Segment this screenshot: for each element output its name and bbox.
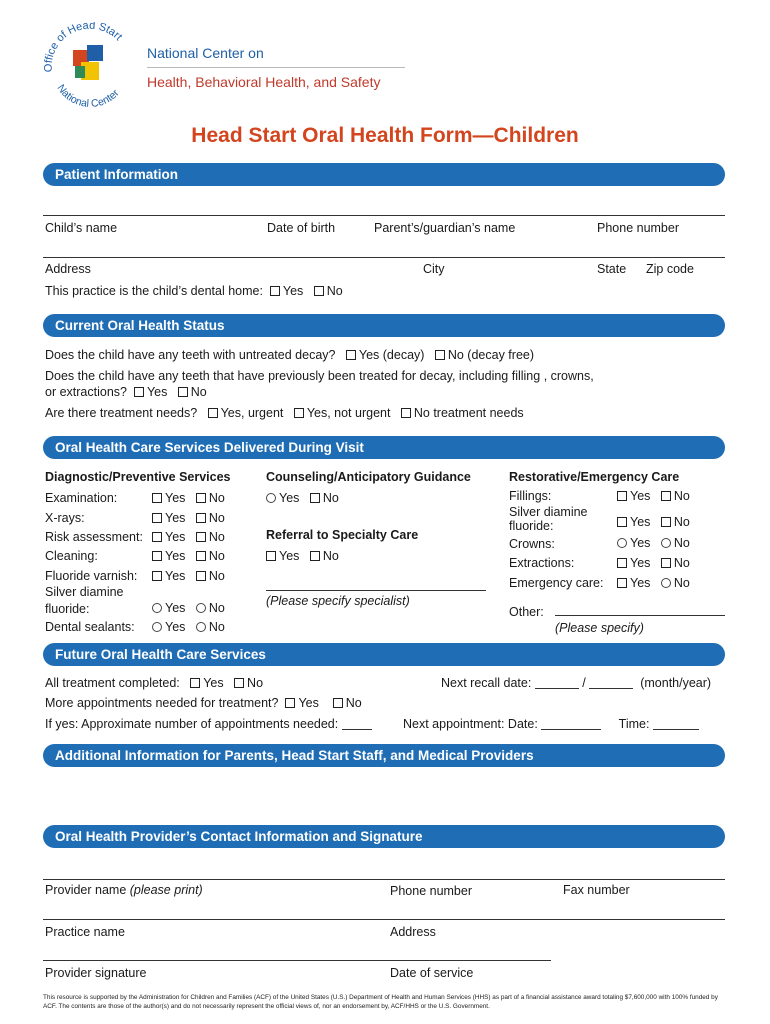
referral-yes-checkbox[interactable] (266, 551, 276, 561)
urgent-checkbox[interactable] (208, 408, 218, 418)
treatment-completed-label: All treatment completed: (45, 676, 180, 690)
emergency-label: Emergency care: (509, 576, 604, 590)
other-line[interactable] (555, 615, 725, 616)
xrays-yes-checkbox[interactable] (152, 513, 162, 523)
section-additional-information: Additional Information for Parents, Head Start Staff, and Medical Providers (43, 744, 725, 767)
sdf-yes-radio[interactable] (152, 603, 162, 613)
examination-no-checkbox[interactable] (196, 493, 206, 503)
sdf-no-radio[interactable] (196, 603, 206, 613)
treated-no-label: No (190, 385, 207, 399)
emergency-yes-checkbox[interactable] (617, 578, 627, 588)
emergency-options (617, 576, 690, 590)
decay-no-checkbox[interactable] (435, 350, 445, 360)
sdf-label-line2: fluoride: (45, 602, 90, 616)
dental-home-yes-label: Yes (282, 284, 304, 298)
yes-label: Yes (165, 549, 186, 563)
yes-label: Yes (630, 536, 651, 550)
no-label: No (208, 601, 225, 615)
yes-label: Yes (630, 515, 651, 529)
rest-sdf-yes-checkbox[interactable] (617, 517, 627, 527)
recall-month-field[interactable] (535, 677, 579, 689)
varnish-no-checkbox[interactable] (196, 571, 206, 581)
provider-fax-label: Fax number (563, 883, 630, 897)
yes-label: Yes (630, 576, 651, 590)
decay-yes-label: Yes (decay) (358, 348, 425, 362)
crowns-options (617, 536, 690, 550)
no-label: No (673, 489, 690, 503)
no-label: No (673, 536, 690, 550)
fillings-options (617, 489, 690, 503)
treated-yes-checkbox[interactable] (134, 387, 144, 397)
practice-address-label: Address (390, 925, 436, 939)
yes-label: Yes (279, 491, 300, 505)
rest-sdf-line2: fluoride: (509, 519, 554, 533)
completed-yes-checkbox[interactable] (190, 678, 200, 688)
cleaning-no-checkbox[interactable] (196, 551, 206, 561)
no-label: No (673, 515, 690, 529)
provider-name-note: (please print) (129, 883, 203, 897)
counseling-options (266, 491, 339, 505)
yes-label: Yes (203, 676, 224, 690)
counseling-no-checkbox[interactable] (310, 493, 320, 503)
rest-sdf-options (617, 515, 690, 529)
provider-row3-line (43, 960, 551, 961)
dob-label: Date of birth (267, 221, 336, 235)
treatment-needs-question (45, 406, 524, 420)
patient-row1-line (43, 215, 725, 216)
no-label: No (208, 511, 225, 525)
previously-treated-line1: Does the child have any teeth that have previously been treated for decay, including filling , crowns, (45, 369, 594, 383)
provider-row2-line (43, 919, 725, 920)
treatment-needs-label: Are there treatment needs? (45, 406, 198, 420)
decay-no-label: No (decay free) (447, 348, 535, 362)
xrays-label: X-rays: (45, 511, 85, 525)
cleaning-options (152, 549, 225, 563)
next-appointment-date-field[interactable] (541, 718, 601, 730)
xrays-no-checkbox[interactable] (196, 513, 206, 523)
no-label: No (208, 491, 225, 505)
head-start-logo (40, 22, 140, 114)
crowns-yes-radio[interactable] (617, 538, 627, 548)
other-specify-note: (Please specify) (555, 621, 644, 635)
risk-options (152, 530, 225, 544)
no-label: No (247, 676, 264, 690)
practice-name-label: Practice name (45, 925, 125, 939)
yes-label: Yes (165, 491, 186, 505)
next-appointment-time-field[interactable] (653, 718, 699, 730)
crowns-no-radio[interactable] (661, 538, 671, 548)
recall-year-field[interactable] (589, 677, 633, 689)
additional-information-area[interactable] (43, 770, 725, 820)
extractions-options (617, 556, 690, 570)
specialist-line[interactable] (266, 590, 486, 591)
city-label: City (423, 262, 445, 276)
diagnostic-heading: Diagnostic/Preventive Services (45, 470, 231, 484)
varnish-options (152, 569, 225, 583)
approx-appointments-field[interactable] (342, 718, 372, 730)
date-of-service-label: Date of service (390, 966, 474, 980)
no-label: No (208, 569, 225, 583)
no-label: No (673, 576, 690, 590)
state-label: State (597, 262, 627, 276)
no-label: No (322, 549, 339, 563)
completed-no-checkbox[interactable] (234, 678, 244, 688)
fillings-yes-checkbox[interactable] (617, 491, 627, 501)
fluoride-varnish-label: Fluoride varnish: (45, 569, 138, 583)
sdf-options (152, 601, 225, 615)
referral-options (266, 549, 339, 563)
counseling-yes-radio[interactable] (266, 493, 276, 503)
rest-sdf-no-checkbox[interactable] (661, 517, 671, 527)
rest-sdf-line1: Silver diamine (509, 505, 588, 519)
extractions-no-checkbox[interactable] (661, 558, 671, 568)
no-label: No (208, 549, 225, 563)
recall-date-row (441, 676, 711, 690)
section-provider-contact: Oral Health Provider’s Contact Information and Signature (43, 825, 725, 848)
no-label: No (322, 491, 339, 505)
svg-text:Office of Head Start: Office of Head Start (42, 22, 125, 73)
next-appointment-row (403, 717, 699, 731)
yes-label: Yes (165, 620, 186, 634)
treatment-completed-question (45, 676, 263, 690)
varnish-yes-checkbox[interactable] (152, 571, 162, 581)
form-title: Head Start Oral Health Form—Children (191, 124, 579, 147)
untreated-decay-question (45, 348, 534, 362)
yes-label: Yes (165, 511, 186, 525)
month-year-label: (month/year) (640, 676, 712, 690)
more-appointments-label: More appointments needed for treatment? (45, 696, 279, 710)
org-name-line1: National Center on (147, 45, 264, 61)
extractions-yes-checkbox[interactable] (617, 558, 627, 568)
section-patient-information: Patient Information (43, 163, 725, 186)
yes-label: Yes (165, 569, 186, 583)
counseling-heading: Counseling/Anticipatory Guidance (266, 470, 471, 484)
not-urgent-checkbox[interactable] (294, 408, 304, 418)
no-label: No (345, 696, 362, 710)
no-treatment-label: No treatment needs (413, 406, 524, 420)
more-appointments-question (45, 696, 362, 710)
next-appointment-label: Next appointment: Date: (403, 717, 538, 731)
no-label: No (208, 530, 225, 544)
funding-footer: This resource is supported by the Administration for Children and Families (ACF) of the United States (U.S.) Department of Health and Human Services (HHS) as part of a financial assistance award totaling $7,600,000 with 100% funded by ACF. The contents are those of the author(s) and do not necessarily represent the official views of, nor an endorsement by, ACF/HHS or the U.S. Government. (43, 994, 718, 1010)
crowns-label: Crowns: (509, 537, 555, 551)
extractions-label: Extractions: (509, 556, 575, 570)
sealants-no-radio[interactable] (196, 622, 206, 632)
org-name-line2: Health, Behavioral Health, and Safety (147, 74, 381, 90)
examination-yes-checkbox[interactable] (152, 493, 162, 503)
examination-options (152, 491, 225, 505)
xrays-options (152, 511, 225, 525)
yes-label: Yes (165, 601, 186, 615)
section-services-delivered: Oral Health Care Services Delivered During Visit (43, 436, 725, 459)
restorative-heading: Restorative/Emergency Care (509, 470, 680, 484)
yes-label: Yes (630, 556, 651, 570)
not-urgent-label: Yes, not urgent (306, 406, 391, 420)
cleaning-label: Cleaning: (45, 549, 98, 563)
provider-phone-label: Phone number (390, 884, 473, 898)
sealants-options (152, 620, 225, 634)
yes-label: Yes (279, 549, 300, 563)
untreated-decay-label: Does the child have any teeth with untreated decay? (45, 348, 336, 362)
other-label: Other: (509, 605, 544, 619)
examination-label: Examination: (45, 491, 118, 505)
urgent-label: Yes, urgent (220, 406, 284, 420)
yes-label: Yes (298, 696, 319, 710)
more-appts-yes-checkbox[interactable] (285, 698, 295, 708)
section-current-oral-health-status: Current Oral Health Status (43, 314, 725, 337)
more-appts-no-checkbox[interactable] (333, 698, 343, 708)
risk-no-checkbox[interactable] (196, 532, 206, 542)
no-label: No (673, 556, 690, 570)
fillings-label: Fillings: (509, 489, 552, 503)
risk-yes-checkbox[interactable] (152, 532, 162, 542)
dental-home-no-checkbox[interactable] (314, 286, 324, 296)
provider-row1-line (43, 879, 725, 880)
sealants-label: Dental sealants: (45, 620, 135, 634)
childs-name-label: Child’s name (45, 221, 118, 235)
time-label: Time: (618, 717, 650, 731)
phone-label: Phone number (597, 221, 680, 235)
sdf-label-line1: Silver diamine (45, 585, 124, 599)
patient-row2-line (43, 257, 725, 258)
section-future-services: Future Oral Health Care Services (43, 643, 725, 666)
approx-appointments-row (45, 717, 372, 731)
provider-signature-label: Provider signature (45, 966, 147, 980)
previously-treated-line2: or extractions? (45, 385, 127, 399)
yes-label: Yes (630, 489, 651, 503)
referral-no-checkbox[interactable] (310, 551, 320, 561)
zip-label: Zip code (646, 262, 694, 276)
dental-home-question (45, 284, 343, 298)
provider-name-row (45, 883, 203, 897)
recall-label: Next recall date: (441, 676, 532, 690)
fillings-no-checkbox[interactable] (661, 491, 671, 501)
no-label: No (208, 620, 225, 634)
address-label: Address (45, 262, 91, 276)
emergency-no-radio[interactable] (661, 578, 671, 588)
specialist-note: (Please specify specialist) (266, 594, 410, 608)
recall-slash: / (582, 676, 586, 690)
guardian-label: Parent’s/guardian’s name (374, 221, 516, 235)
no-treatment-checkbox[interactable] (401, 408, 411, 418)
yes-label: Yes (165, 530, 186, 544)
dental-home-yes-checkbox[interactable] (270, 286, 280, 296)
svg-text:National Center: National Center (54, 82, 122, 111)
provider-name-label: Provider name (45, 883, 130, 897)
dental-home-no-label: No (326, 284, 343, 298)
previously-treated-question (45, 385, 207, 399)
treated-no-checkbox[interactable] (178, 387, 188, 397)
cleaning-yes-checkbox[interactable] (152, 551, 162, 561)
decay-yes-checkbox[interactable] (346, 350, 356, 360)
treated-yes-label: Yes (146, 385, 168, 399)
dental-home-label: This practice is the child’s dental home: (45, 284, 263, 298)
risk-assessment-label: Risk assessment: (45, 530, 143, 544)
sealants-yes-radio[interactable] (152, 622, 162, 632)
org-divider (147, 67, 405, 68)
referral-heading: Referral to Specialty Care (266, 528, 419, 542)
approx-appointments-label: If yes: Approximate number of appointments needed: (45, 717, 339, 731)
